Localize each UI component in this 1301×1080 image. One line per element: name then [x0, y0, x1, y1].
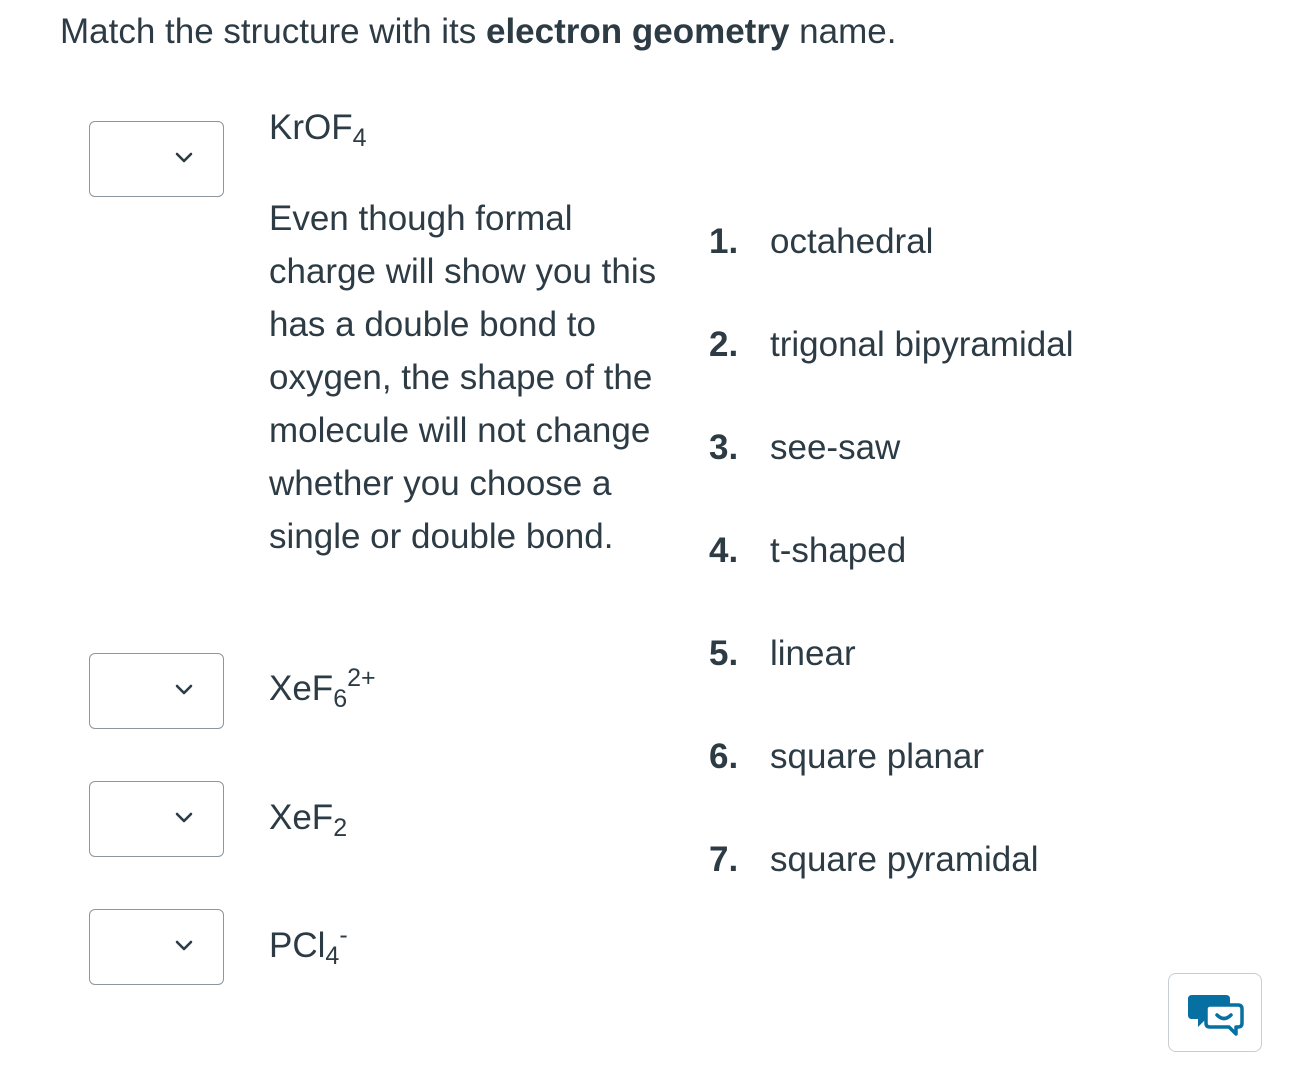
- chat-button[interactable]: [1168, 973, 1262, 1052]
- choice-item: [709, 421, 1073, 524]
- choice-number: 3.: [709, 428, 739, 467]
- choice-number: 5.: [709, 634, 739, 673]
- choice-number: 6.: [709, 737, 739, 776]
- choice-item: [709, 833, 1073, 936]
- choice-item: [709, 215, 1073, 318]
- chevron-down-icon: [175, 940, 193, 952]
- choice-label: see-saw: [770, 428, 901, 467]
- structure-formula-1: KrOF$_4$: [269, 108, 367, 152]
- answer-choices-list: [709, 215, 1073, 936]
- match-select-4[interactable]: [89, 909, 224, 985]
- match-select-2[interactable]: [89, 653, 224, 729]
- match-select-3[interactable]: [89, 781, 224, 857]
- chevron-down-icon: [175, 812, 193, 824]
- structure-formula-3: XeF$_2$: [269, 798, 348, 842]
- structure-formula-2: XeF$_6^{2+}$: [269, 664, 376, 713]
- choice-number: 4.: [709, 531, 739, 570]
- choice-label: trigonal bipyramidal: [770, 325, 1074, 364]
- chevron-down-icon: [175, 152, 193, 164]
- choice-number: 2.: [709, 325, 739, 364]
- choice-item: [709, 524, 1073, 627]
- choice-number: 1.: [709, 222, 739, 261]
- choice-label: linear: [770, 634, 856, 673]
- choice-item: [709, 730, 1073, 833]
- match-select-1[interactable]: [89, 121, 224, 197]
- choice-item: [709, 318, 1073, 421]
- chevron-down-icon: [175, 684, 193, 696]
- choice-item: [709, 627, 1073, 730]
- hint-note: Even though formal charge will show you this has a double bond to oxygen, the shape of the molecule will not change whether you choose a single or double bond.: [269, 199, 657, 556]
- question-prefix: Match the structure with its: [60, 12, 486, 51]
- question-bold-term: electron geometry: [485, 12, 790, 51]
- structure-formula-4: PCl$_4$-: [269, 921, 348, 970]
- question-suffix: name.: [789, 12, 897, 51]
- choice-label: octahedral: [770, 222, 934, 261]
- chat-icon: [1186, 989, 1246, 1037]
- question-prompt: [60, 10, 896, 54]
- choice-label: square pyramidal: [770, 840, 1039, 879]
- choice-label: square planar: [770, 737, 985, 776]
- choice-number: 7.: [709, 840, 739, 879]
- choice-label: t-shaped: [770, 531, 907, 570]
